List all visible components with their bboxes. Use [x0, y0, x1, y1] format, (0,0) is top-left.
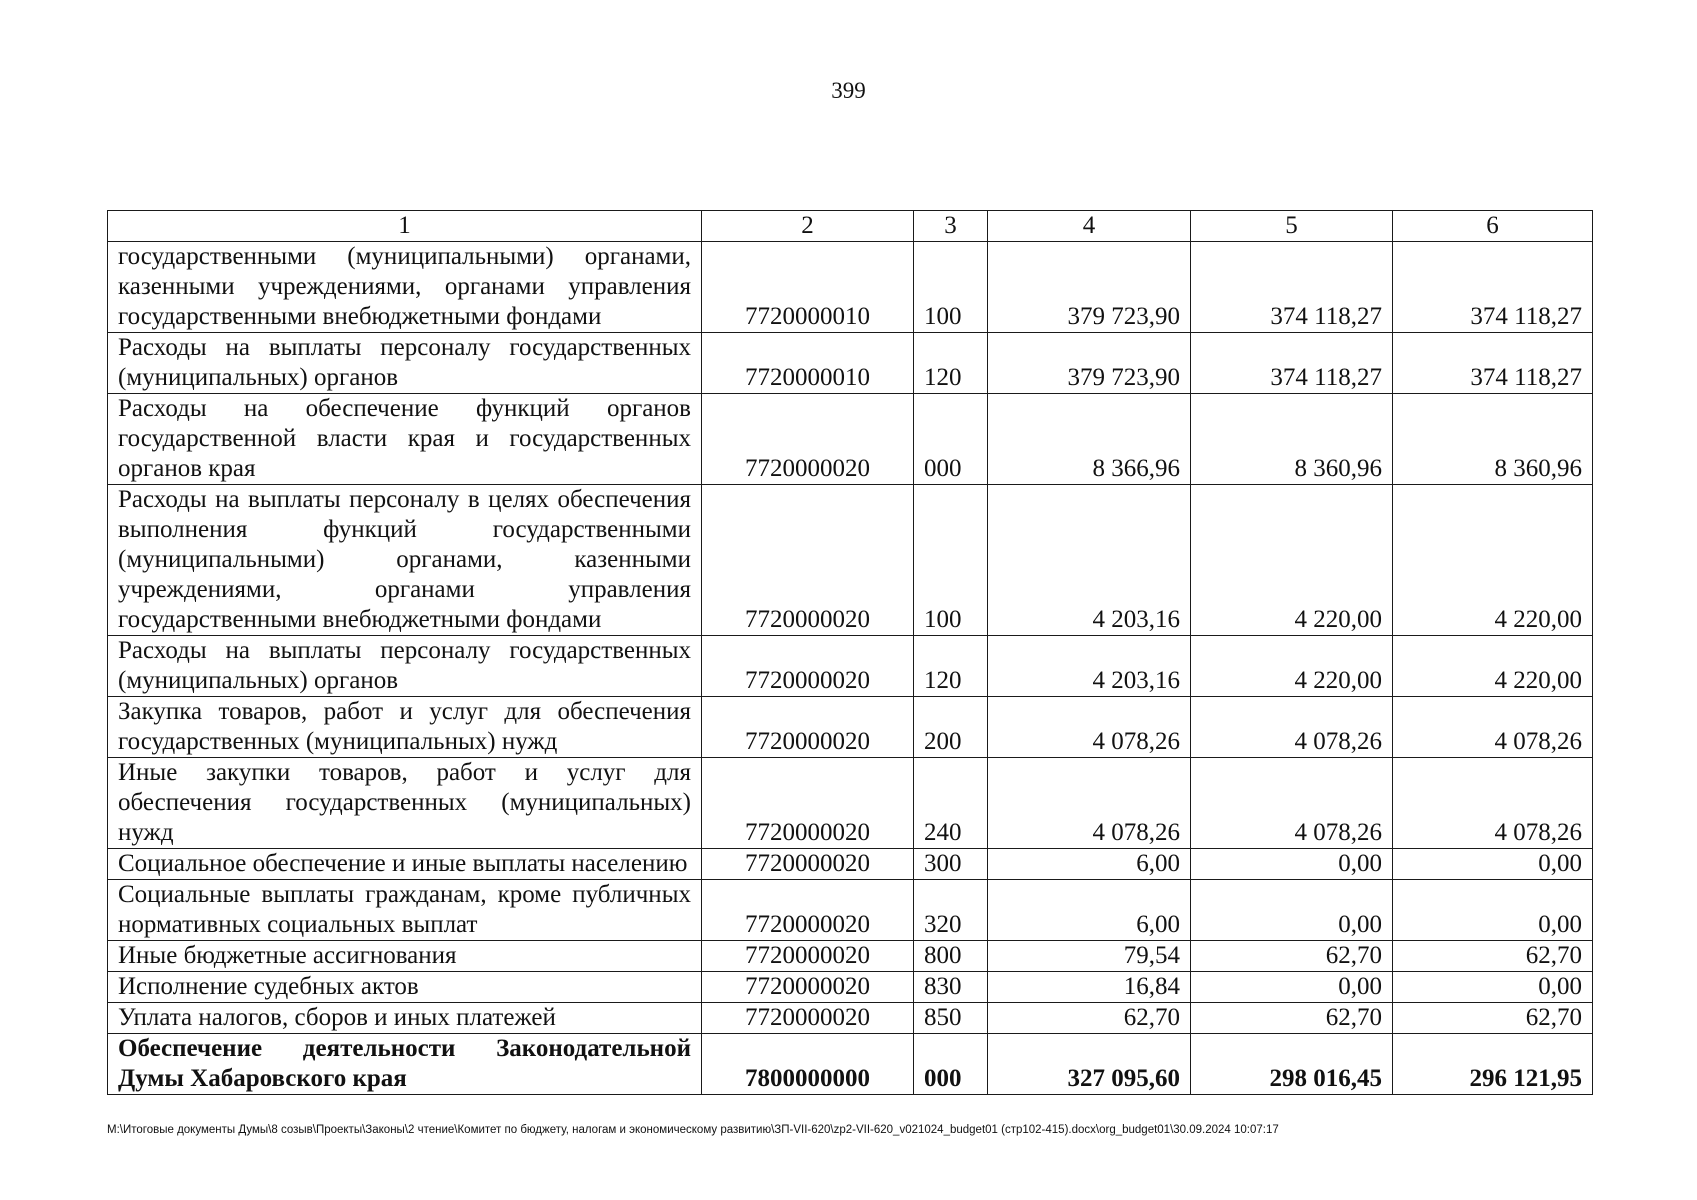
amount-col6-cell: 4 078,26: [1393, 758, 1593, 849]
expense-type-cell: 120: [914, 333, 988, 394]
amount-col6-cell: 4 220,00: [1393, 485, 1593, 636]
amount-col4-cell: 79,54: [988, 941, 1191, 972]
target-code-cell: 7720000010: [702, 333, 914, 394]
amount-col5-cell: 298 016,45: [1191, 1034, 1393, 1095]
target-code-cell: 7720000020: [702, 880, 914, 941]
amount-col5-cell: 0,00: [1191, 972, 1393, 1003]
table-row: [108, 972, 1593, 1003]
table-row: [108, 1034, 1593, 1095]
amount-col6-cell: 374 118,27: [1393, 333, 1593, 394]
row-name-cell: Закупка товаров, работ и услуг для обеспечения государственных (муниципальных) нужд: [108, 697, 702, 758]
table-row: [108, 697, 1593, 758]
table-row: [108, 880, 1593, 941]
row-name-cell: Иные закупки товаров, работ и услуг для обеспечения государственных (муниципальных) нужд: [108, 758, 702, 849]
amount-col5-cell: 0,00: [1191, 849, 1393, 880]
target-code-cell: 7720000020: [702, 758, 914, 849]
amount-col5-cell: 8 360,96: [1191, 394, 1393, 485]
row-name-cell: Расходы на выплаты персоналу государственных (муниципальных) органов: [108, 636, 702, 697]
table-row: [108, 941, 1593, 972]
amount-col4-cell: 4 203,16: [988, 636, 1191, 697]
row-name-cell: Обеспечение деятельности Законодательной Думы Хабаровского края: [108, 1034, 702, 1095]
column-header: 3: [914, 211, 988, 242]
row-name-cell: Исполнение судебных актов: [108, 972, 702, 1003]
expense-type-cell: 800: [914, 941, 988, 972]
footer-file-path: M:\Итоговые документы Думы\8 созыв\Проекты\Законы\2 чтение\Комитет по бюджету, налогам и экономическому развитию\ЗП-VII-620\zp2-VII-620_v021024_budget01 (стр102-415).docx\org_budget01\30.09.2024 10:07:17: [107, 1124, 1279, 1136]
expense-type-cell: 320: [914, 880, 988, 941]
target-code-cell: 7720000020: [702, 849, 914, 880]
table-row: [108, 333, 1593, 394]
row-name-cell: Иные бюджетные ассигнования: [108, 941, 702, 972]
amount-col4-cell: 4 203,16: [988, 485, 1191, 636]
table-row: [108, 485, 1593, 636]
amount-col6-cell: 4 078,26: [1393, 697, 1593, 758]
amount-col5-cell: 4 220,00: [1191, 636, 1393, 697]
amount-col6-cell: 374 118,27: [1393, 242, 1593, 333]
table-row: [108, 636, 1593, 697]
target-code-cell: 7720000020: [702, 941, 914, 972]
amount-col5-cell: 62,70: [1191, 941, 1393, 972]
amount-col6-cell: 0,00: [1393, 880, 1593, 941]
amount-col4-cell: 379 723,90: [988, 333, 1191, 394]
amount-col4-cell: 379 723,90: [988, 242, 1191, 333]
target-code-cell: 7720000020: [702, 697, 914, 758]
target-code-cell: 7720000010: [702, 242, 914, 333]
amount-col5-cell: 4 078,26: [1191, 758, 1393, 849]
row-name-cell: Уплата налогов, сборов и иных платежей: [108, 1003, 702, 1034]
amount-col6-cell: 62,70: [1393, 941, 1593, 972]
amount-col6-cell: 0,00: [1393, 849, 1593, 880]
column-header: 5: [1191, 211, 1393, 242]
amount-col5-cell: 374 118,27: [1191, 333, 1393, 394]
table-row: [108, 758, 1593, 849]
row-name-cell: Расходы на обеспечение функций органов государственной власти края и государственных органов края: [108, 394, 702, 485]
table-row: [108, 394, 1593, 485]
amount-col4-cell: 327 095,60: [988, 1034, 1191, 1095]
expense-type-cell: 240: [914, 758, 988, 849]
page-number: 399: [831, 78, 866, 103]
amount-col6-cell: 62,70: [1393, 1003, 1593, 1034]
amount-col4-cell: 6,00: [988, 880, 1191, 941]
amount-col4-cell: 62,70: [988, 1003, 1191, 1034]
amount-col6-cell: 4 220,00: [1393, 636, 1593, 697]
row-name-cell: Социальные выплаты гражданам, кроме публичных нормативных социальных выплат: [108, 880, 702, 941]
amount-col4-cell: 4 078,26: [988, 697, 1191, 758]
target-code-cell: 7720000020: [702, 972, 914, 1003]
target-code-cell: 7720000020: [702, 394, 914, 485]
column-header: 4: [988, 211, 1191, 242]
row-name-cell: Расходы на выплаты персоналу государственных (муниципальных) органов: [108, 333, 702, 394]
amount-col5-cell: 374 118,27: [1191, 242, 1393, 333]
expense-type-cell: 120: [914, 636, 988, 697]
expense-type-cell: 100: [914, 485, 988, 636]
amount-col6-cell: 296 121,95: [1393, 1034, 1593, 1095]
expense-type-cell: 100: [914, 242, 988, 333]
expense-type-cell: 000: [914, 394, 988, 485]
column-header: 2: [702, 211, 914, 242]
amount-col5-cell: 62,70: [1191, 1003, 1393, 1034]
target-code-cell: 7720000020: [702, 636, 914, 697]
amount-col5-cell: 4 078,26: [1191, 697, 1393, 758]
target-code-cell: 7800000000: [702, 1034, 914, 1095]
amount-col5-cell: 4 220,00: [1191, 485, 1393, 636]
table-row: [108, 242, 1593, 333]
expense-type-cell: 830: [914, 972, 988, 1003]
expense-type-cell: 000: [914, 1034, 988, 1095]
table-row: [108, 849, 1593, 880]
target-code-cell: 7720000020: [702, 1003, 914, 1034]
table-header-row: [108, 211, 1593, 242]
budget-table: [107, 210, 1593, 1095]
target-code-cell: 7720000020: [702, 485, 914, 636]
row-name-cell: государственными (муниципальными) органами, казенными учреждениями, органами управления государственными внебюджетными фондами: [108, 242, 702, 333]
amount-col6-cell: 0,00: [1393, 972, 1593, 1003]
expense-type-cell: 200: [914, 697, 988, 758]
amount-col4-cell: 4 078,26: [988, 758, 1191, 849]
amount-col5-cell: 0,00: [1191, 880, 1393, 941]
table-row: [108, 1003, 1593, 1034]
amount-col4-cell: 16,84: [988, 972, 1191, 1003]
row-name-cell: Расходы на выплаты персоналу в целях обеспечения выполнения функций государственными (муниципальными) органами, казенными учреждениями, органами управления государственными внебюджетными фондами: [108, 485, 702, 636]
row-name-cell: Социальное обеспечение и иные выплаты населению: [108, 849, 702, 880]
column-header: 1: [108, 211, 702, 242]
amount-col6-cell: 8 360,96: [1393, 394, 1593, 485]
amount-col4-cell: 6,00: [988, 849, 1191, 880]
table-body: [108, 242, 1593, 1095]
column-header: 6: [1393, 211, 1593, 242]
amount-col4-cell: 8 366,96: [988, 394, 1191, 485]
expense-type-cell: 300: [914, 849, 988, 880]
expense-type-cell: 850: [914, 1003, 988, 1034]
